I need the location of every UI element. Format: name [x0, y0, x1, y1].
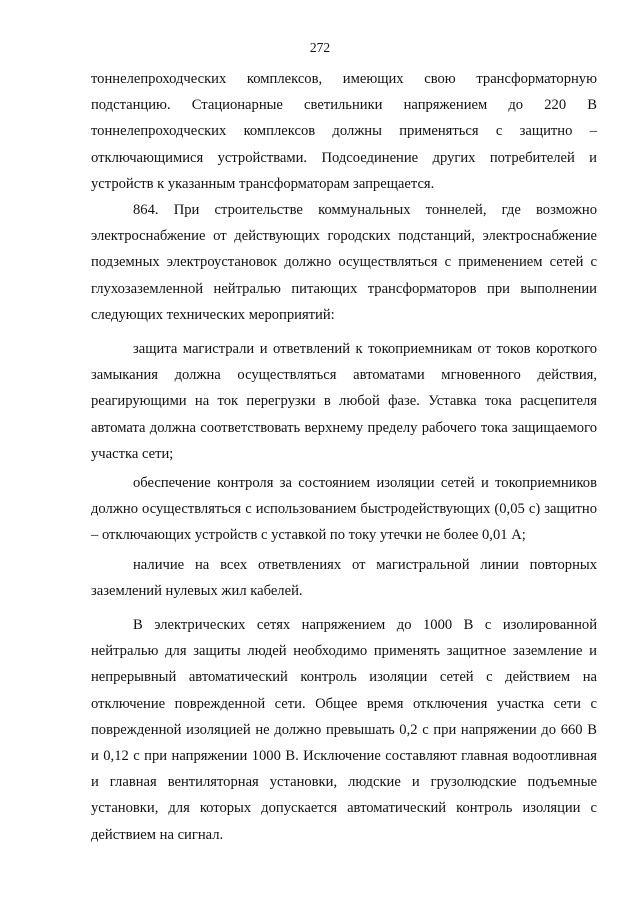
paragraph-864: 864. При строительстве коммунальных тоннелей, где возможно электроснабжение от действующих городских подстанций, электроснабжение подземных электроустановок должно осуществляться с применением сетей с глухозаземленной нейтралью питающих трансформаторов при выполнении следующих технических мероприятий:: [91, 202, 597, 323]
paragraph-measure-insulation: обеспечение контроля за состоянием изоляции сетей и токоприемников должно осуществляться с использованием быстродействующих (0,05 с) защитно – отключающих устройств с уставкой по току утечки не более 0,01 А;: [91, 475, 597, 544]
paragraph-measure-short-circuit: защита магистрали и ответвлений к токоприемникам от токов короткого замыкания должна осуществляться автоматами мгновенного действия, реагирующими на ток перегрузки в любой фазе. Уставка тока расцепителя автомата должна соответствовать верхнему пределу рабочего тока защищаемого участка сети;: [91, 341, 597, 462]
paragraph-continuation: тоннелепроходческих комплексов, имеющих свою трансформаторную подстанцию. Стационарные светильники напряжением до 220 В тоннелепроходческих комплексов должны применяться с защитно – отключающимися устройствами. Подсоединение других потребителей и устройств к указанным трансформаторам запрещается.: [91, 71, 597, 192]
paragraph-measure-grounding: наличие на всех ответвлениях от магистральной линии повторных заземлений нулевых жил кабелей.: [91, 556, 597, 599]
paragraph-isolated-neutral: В электрических сетях напряжением до 1000 В с изолированной нейтралью для защиты людей необходимо применять защитное заземление и непрерывный автоматический контроль изоляции сетей с действием на отключение поврежденной сети. Общее время отключения участка сети с поврежденной изоляцией не должно превышать 0,2 с при напряжении до 660 В и 0,12 с при напряжении 1000 В. Исключение составляют главная водоотливная и главная вентиляторная установки, людские и грузолюдские подъемные установки, для которых допускается автоматический контроль изоляции с действием на сигнал.: [91, 617, 597, 843]
page-number: 272: [309, 40, 331, 55]
document-body: [91, 66, 597, 848]
